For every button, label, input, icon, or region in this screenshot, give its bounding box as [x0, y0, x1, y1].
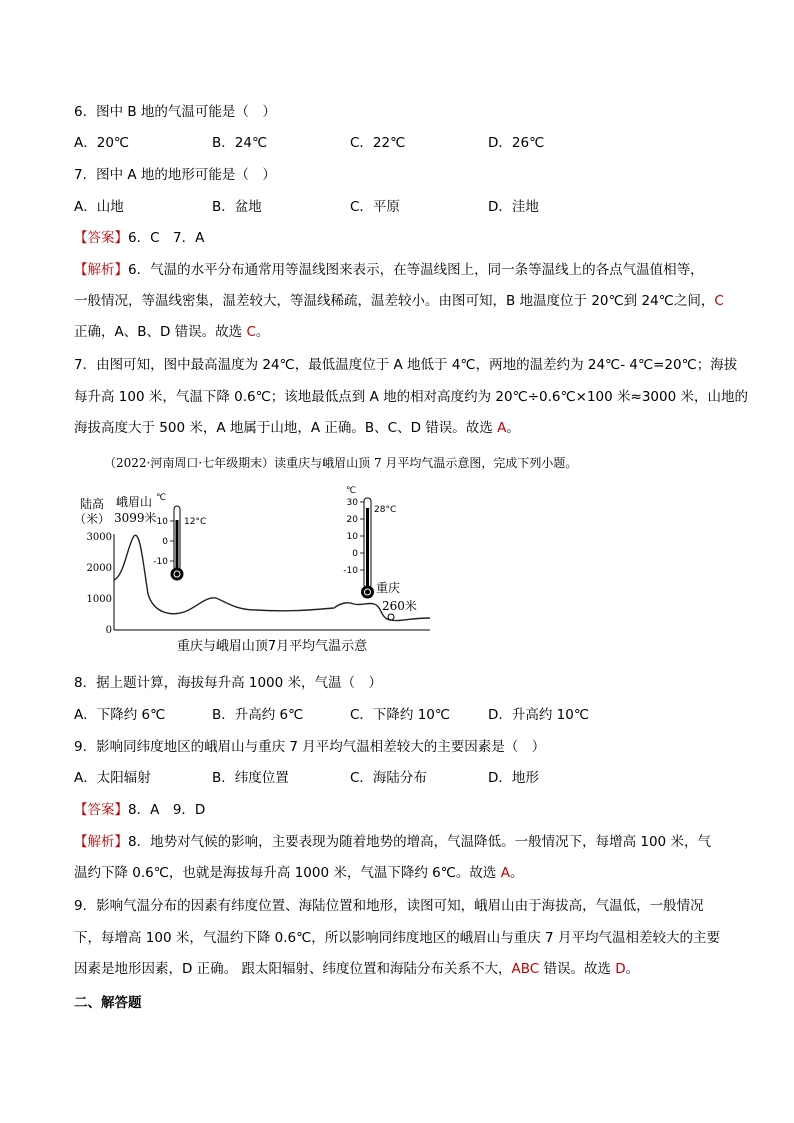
therm1-tick: 0: [162, 537, 168, 547]
analysis-2-line-1: [74, 832, 711, 852]
analysis-text: 海拔高度大于 500 米，A 地属于山地，A 正确。B、C、D 错误。故选: [74, 420, 498, 436]
q9-option-d: D．地形: [488, 770, 539, 786]
q6-option-c: C．22℃: [350, 135, 406, 151]
therm1-tick: 10: [156, 517, 168, 527]
y-tick-label: 2000: [86, 563, 112, 574]
analysis-2-line-4: 下，每增高 100 米，气温约下降 0.6℃，所以影响同纬度地区的峨眉山与重庆 7 月平均气温相差较大的主要: [74, 930, 720, 946]
chongqing-marker: [388, 614, 394, 620]
q8-option-a: A．下降约 6℃: [74, 707, 166, 723]
q6-option-a: A．20℃: [74, 135, 130, 151]
q7-option-a: A．山地: [74, 199, 124, 215]
analysis-text: 6．气温的水平分布通常用等温线图来表示，在等温线图上，同一条等温线上的各点气温值相等，: [128, 262, 704, 278]
answer-2: [74, 800, 205, 820]
analysis-highlight: ABC: [511, 961, 540, 977]
therm2-value: 28°C: [374, 505, 397, 515]
q6-option-b: B．24℃: [212, 135, 268, 151]
analysis-text: 错误。故选: [539, 961, 616, 977]
answer-1: [74, 228, 204, 248]
therm2-tick: 20: [346, 515, 358, 525]
analysis-highlight: A: [500, 865, 510, 881]
analysis-1-line-4: 7．由图可知，图中最高温度为 24℃，最低温度位于 A 地低于 4℃，两地的温差约为 24℃- 4℃=20℃；海拔: [74, 357, 738, 373]
answer-label: 【答案】: [74, 230, 128, 246]
analysis-text: 。: [255, 324, 270, 340]
figure-caption: 重庆与峨眉山顶7月平均气温示意: [176, 639, 368, 654]
therm2-tick: 30: [346, 498, 358, 508]
analysis-text: 一般情况，等温线密集，温差较大，等温线稀疏，温差较小。由图可知，B 地温度位于 20℃到 24℃之间，: [74, 293, 715, 309]
therm2-tick: -10: [343, 566, 358, 576]
city-height: 260米: [382, 599, 417, 613]
q8-stem: 8．据上题计算，海拔每升高 1000 米，气温（ ）: [74, 675, 383, 691]
therm1-tick: -10: [153, 557, 168, 567]
city-name: 重庆: [376, 581, 401, 595]
analysis-1-line-5: 每升高 100 米，气温下降 0.6℃；该地最低点到 A 地的相对高度约为 20℃÷0.6℃×100 米≈3000 米，山地的: [74, 389, 748, 405]
source-line: （2022·河南周口·七年级期末）读重庆与峨眉山顶 7 月平均气温示意图，完成下列小题。: [104, 456, 578, 470]
analysis-text: 正确，A、B、D 错误。故选: [74, 324, 247, 340]
q9-option-c: C．海陆分布: [350, 770, 427, 786]
q7-option-d: D．洼地: [488, 199, 539, 215]
answer-text: 6．C 7．A: [128, 230, 205, 246]
analysis-highlight: A: [497, 420, 507, 436]
y-tick-label: 0: [105, 625, 112, 636]
q9-option-a: A．太阳辐射: [74, 770, 151, 786]
thermometer-emei: [153, 493, 206, 580]
analysis-highlight: C: [714, 293, 724, 309]
therm1-mercury: [176, 520, 179, 572]
analysis-label: 【解析】: [74, 834, 128, 850]
therm2-mercury: [366, 508, 369, 590]
analysis-2-line-3: 9．影响气温分布的因素有纬度位置、海陆位置和地形，读图可知，峨眉山由于海拔高，气温低，一般情况: [74, 898, 704, 914]
q8-option-d: D．升高约 10℃: [488, 707, 590, 723]
analysis-text: 因素是地形因素，D 正确。 跟太阳辐射、纬度位置和海陆分布关系不大，: [74, 961, 512, 977]
therm1-value: 12°C: [184, 517, 207, 527]
temperature-elevation-figure: [74, 484, 440, 659]
analysis-1-line-1: [74, 260, 704, 280]
q7-option-b: B．盆地: [212, 199, 262, 215]
q7-option-c: C．平原: [350, 199, 400, 215]
answer-text: 8．A 9．D: [128, 802, 206, 818]
analysis-text: 。: [509, 865, 524, 881]
therm1-unit: ℃: [156, 493, 167, 503]
analysis-highlight: C: [246, 324, 256, 340]
analysis-text: 8．地势对气候的影响，主要表现为随着地势的增高，气温降低。一般情况下，每增高 100 米，气: [128, 834, 711, 850]
therm2-tick: 0: [352, 549, 358, 559]
analysis-1-line-3: [74, 322, 269, 342]
y-tick-label: 3000: [86, 532, 112, 543]
y-axis-unit: （米）: [74, 512, 111, 526]
peak-height: 3099米: [114, 511, 157, 525]
analysis-2-line-2: [74, 863, 523, 883]
q6-option-d: D．26℃: [488, 135, 545, 151]
q9-stem: 9．影响同纬度地区的峨眉山与重庆 7 月平均气温相差较大的主要因素是（ ）: [74, 739, 546, 755]
analysis-highlight: D: [615, 961, 626, 977]
peak-name: 峨眉山: [116, 495, 153, 509]
answer-label: 【答案】: [74, 802, 128, 818]
analysis-1-line-6: [74, 418, 520, 438]
q8-option-b: B．升高约 6℃: [212, 707, 304, 723]
q8-option-c: C．下降约 10℃: [350, 707, 451, 723]
q9-option-b: B．纬度位置: [212, 770, 289, 786]
therm2-unit: ℃: [346, 486, 357, 496]
analysis-1-line-2: [74, 291, 724, 311]
y-axis-label: 陆高: [80, 497, 105, 511]
q6-stem: 6．图中 B 地的气温可能是（ ）: [74, 104, 276, 120]
analysis-text: 温约下降 0.6℃，也就是海拔每升高 1000 米，气温下降约 6℃。故选: [74, 865, 501, 881]
analysis-label: 【解析】: [74, 262, 128, 278]
therm2-tick: 10: [346, 532, 358, 542]
analysis-text: 。: [625, 961, 640, 977]
q7-stem: 7．图中 A 地的地形可能是（ ）: [74, 167, 276, 183]
section-heading: 二、解答题: [74, 995, 142, 1011]
analysis-2-line-5: [74, 959, 639, 979]
y-tick-label: 1000: [86, 594, 112, 605]
analysis-text: 。: [506, 420, 520, 436]
